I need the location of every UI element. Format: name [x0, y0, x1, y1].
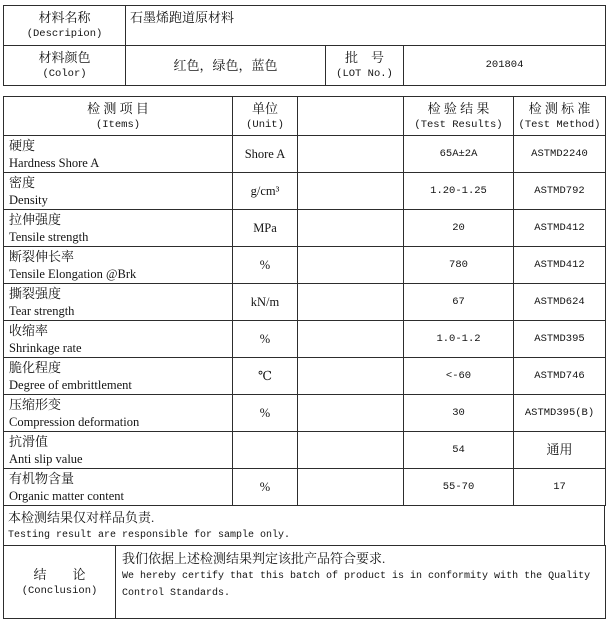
material-name-text: 石墨烯跑道原材料	[130, 10, 235, 25]
item-name-en: Compression deformation	[9, 415, 140, 429]
item-method: ASTMD395	[514, 321, 606, 358]
item-name-zh: 撕裂强度	[9, 286, 62, 301]
item-unit: %	[233, 247, 298, 284]
item-unit: Shore A	[233, 136, 298, 173]
item-name	[4, 247, 233, 284]
header-blank-column	[298, 97, 404, 136]
disclaimer-table	[3, 505, 605, 546]
item-name	[4, 469, 233, 506]
conclusion-label	[4, 546, 116, 619]
item-name-en: Anti slip value	[9, 452, 83, 466]
item-name	[4, 284, 233, 321]
item-result: 54	[404, 432, 514, 469]
item-name	[4, 136, 233, 173]
item-unit: %	[233, 469, 298, 506]
item-unit: %	[233, 321, 298, 358]
item-result: <-60	[404, 358, 514, 395]
item-method: ASTMD395(B)	[514, 395, 606, 432]
test-row-shrinkage	[4, 321, 606, 358]
lot-label-zh: 批 号	[344, 50, 384, 65]
item-unit	[233, 432, 298, 469]
item-result: 20	[404, 210, 514, 247]
item-name-zh: 断裂伸长率	[9, 249, 75, 264]
blank-cell	[298, 210, 404, 247]
blank-cell	[298, 321, 404, 358]
item-unit: MPa	[233, 210, 298, 247]
item-name-zh: 抗滑值	[9, 434, 49, 449]
item-method: ASTMD792	[514, 173, 606, 210]
item-name-en: Density	[9, 193, 48, 207]
blank-cell	[298, 469, 404, 506]
header-results-en: (Test Results)	[414, 118, 503, 131]
material-color-row	[4, 46, 606, 86]
material-name-row	[4, 6, 606, 46]
item-unit: kN/m	[233, 284, 298, 321]
item-name-zh: 收缩率	[9, 323, 49, 338]
item-name-en: Tensile Elongation @Brk	[9, 267, 137, 281]
header-items-zh: 检 测 项 目	[87, 100, 149, 116]
test-row-elongation	[4, 247, 606, 284]
item-result: 1.0-1.2	[404, 321, 514, 358]
item-method: 17	[514, 469, 606, 506]
item-name	[4, 173, 233, 210]
blank-cell	[298, 432, 404, 469]
header-method	[514, 97, 606, 136]
item-method: ASTMD412	[514, 210, 606, 247]
header-method-zh: 检 测 标 准	[528, 100, 591, 116]
blank-cell	[298, 284, 404, 321]
item-name-zh: 硬度	[9, 138, 36, 153]
test-table-header-row	[4, 97, 606, 136]
blank-cell	[298, 136, 404, 173]
item-unit: %	[233, 395, 298, 432]
item-name-zh: 拉伸强度	[9, 212, 62, 227]
header-items-en: (Items)	[95, 118, 141, 131]
material-info-table	[3, 5, 606, 86]
conclusion-text-zh: 我们依据上述检测结果判定该批产品符合要求.	[122, 551, 386, 566]
item-name-en: Hardness Shore A	[9, 156, 100, 170]
blank-cell	[298, 173, 404, 210]
material-color-label-en: (Color)	[42, 68, 87, 80]
test-row-hardness	[4, 136, 606, 173]
item-name	[4, 321, 233, 358]
item-method: ASTMD412	[514, 247, 606, 284]
item-unit: ℃	[233, 358, 298, 395]
item-name-en: Organic matter content	[9, 489, 125, 503]
item-name	[4, 395, 233, 432]
item-method: ASTMD2240	[514, 136, 606, 173]
blank-cell	[298, 358, 404, 395]
lot-label	[326, 46, 404, 86]
test-row-tear-strength	[4, 284, 606, 321]
material-name-label	[4, 6, 126, 46]
test-row-tensile-strength	[4, 210, 606, 247]
lot-label-en: (LOT No.)	[336, 68, 393, 80]
conclusion-label-en: (Conclusion)	[21, 585, 98, 597]
material-color-text: 红色，绿色，蓝色	[173, 57, 278, 73]
test-row-embrittlement	[4, 358, 606, 395]
item-result: 1.20-1.25	[404, 173, 514, 210]
item-name-en: Tensile strength	[9, 230, 89, 244]
material-name-label-en: (Descripion)	[26, 28, 103, 40]
material-color-label-zh: 材料颜色	[38, 50, 91, 65]
lot-value-text: 201804	[485, 59, 524, 71]
disclaimer-en: Testing result are responsible for sample only.	[8, 529, 291, 541]
test-results-table	[3, 96, 606, 506]
disclaimer-cell	[4, 506, 605, 546]
item-result: 780	[404, 247, 514, 284]
item-name	[4, 432, 233, 469]
item-name	[4, 210, 233, 247]
blank-cell	[298, 247, 404, 284]
item-result: 30	[404, 395, 514, 432]
disclaimer-zh: 本检测结果仅对样品负责.	[8, 509, 155, 525]
header-results	[404, 97, 514, 136]
test-row-compression	[4, 395, 606, 432]
blank-cell	[298, 395, 404, 432]
material-color-value	[126, 46, 326, 86]
lot-value	[404, 46, 606, 86]
conclusion-text-en-line1: We hereby certify that this batch of product is in conformity with the Quality	[122, 571, 591, 582]
test-row-organic-content	[4, 469, 606, 506]
item-method: 通用	[514, 432, 606, 469]
item-method: ASTMD624	[514, 284, 606, 321]
item-result: 67	[404, 284, 514, 321]
conclusion-row	[4, 546, 606, 619]
item-name-en: Shrinkage rate	[9, 341, 82, 355]
header-results-zh: 检 验 结 果	[427, 100, 490, 116]
item-name-en: Tear strength	[9, 304, 75, 318]
conclusion-table	[3, 545, 606, 619]
item-unit: g/cm³	[233, 173, 298, 210]
header-unit-en: (Unit)	[246, 118, 284, 131]
conclusion-label-zh: 结 论	[33, 567, 86, 582]
disclaimer-row	[4, 506, 605, 546]
item-name-zh: 脆化程度	[9, 360, 62, 375]
item-name-zh: 有机物含量	[9, 471, 75, 486]
item-method: ASTMD746	[514, 358, 606, 395]
header-items	[4, 97, 233, 136]
material-name-value	[126, 6, 606, 46]
item-name-en: Degree of embrittlement	[9, 378, 132, 392]
item-name	[4, 358, 233, 395]
header-method-en: (Test Method)	[518, 118, 601, 131]
item-result: 65A±2A	[404, 136, 514, 173]
conclusion-text	[116, 546, 606, 619]
item-name-zh: 压缩形变	[9, 397, 62, 412]
header-unit	[233, 97, 298, 136]
material-name-label-zh: 材料名称	[38, 10, 91, 25]
test-row-density	[4, 173, 606, 210]
conclusion-text-en-line2: Control Standards.	[122, 588, 231, 599]
item-result: 55-70	[404, 469, 514, 506]
item-name-zh: 密度	[9, 175, 36, 190]
material-color-label	[4, 46, 126, 86]
header-unit-zh: 单位	[251, 100, 278, 116]
test-row-anti-slip	[4, 432, 606, 469]
